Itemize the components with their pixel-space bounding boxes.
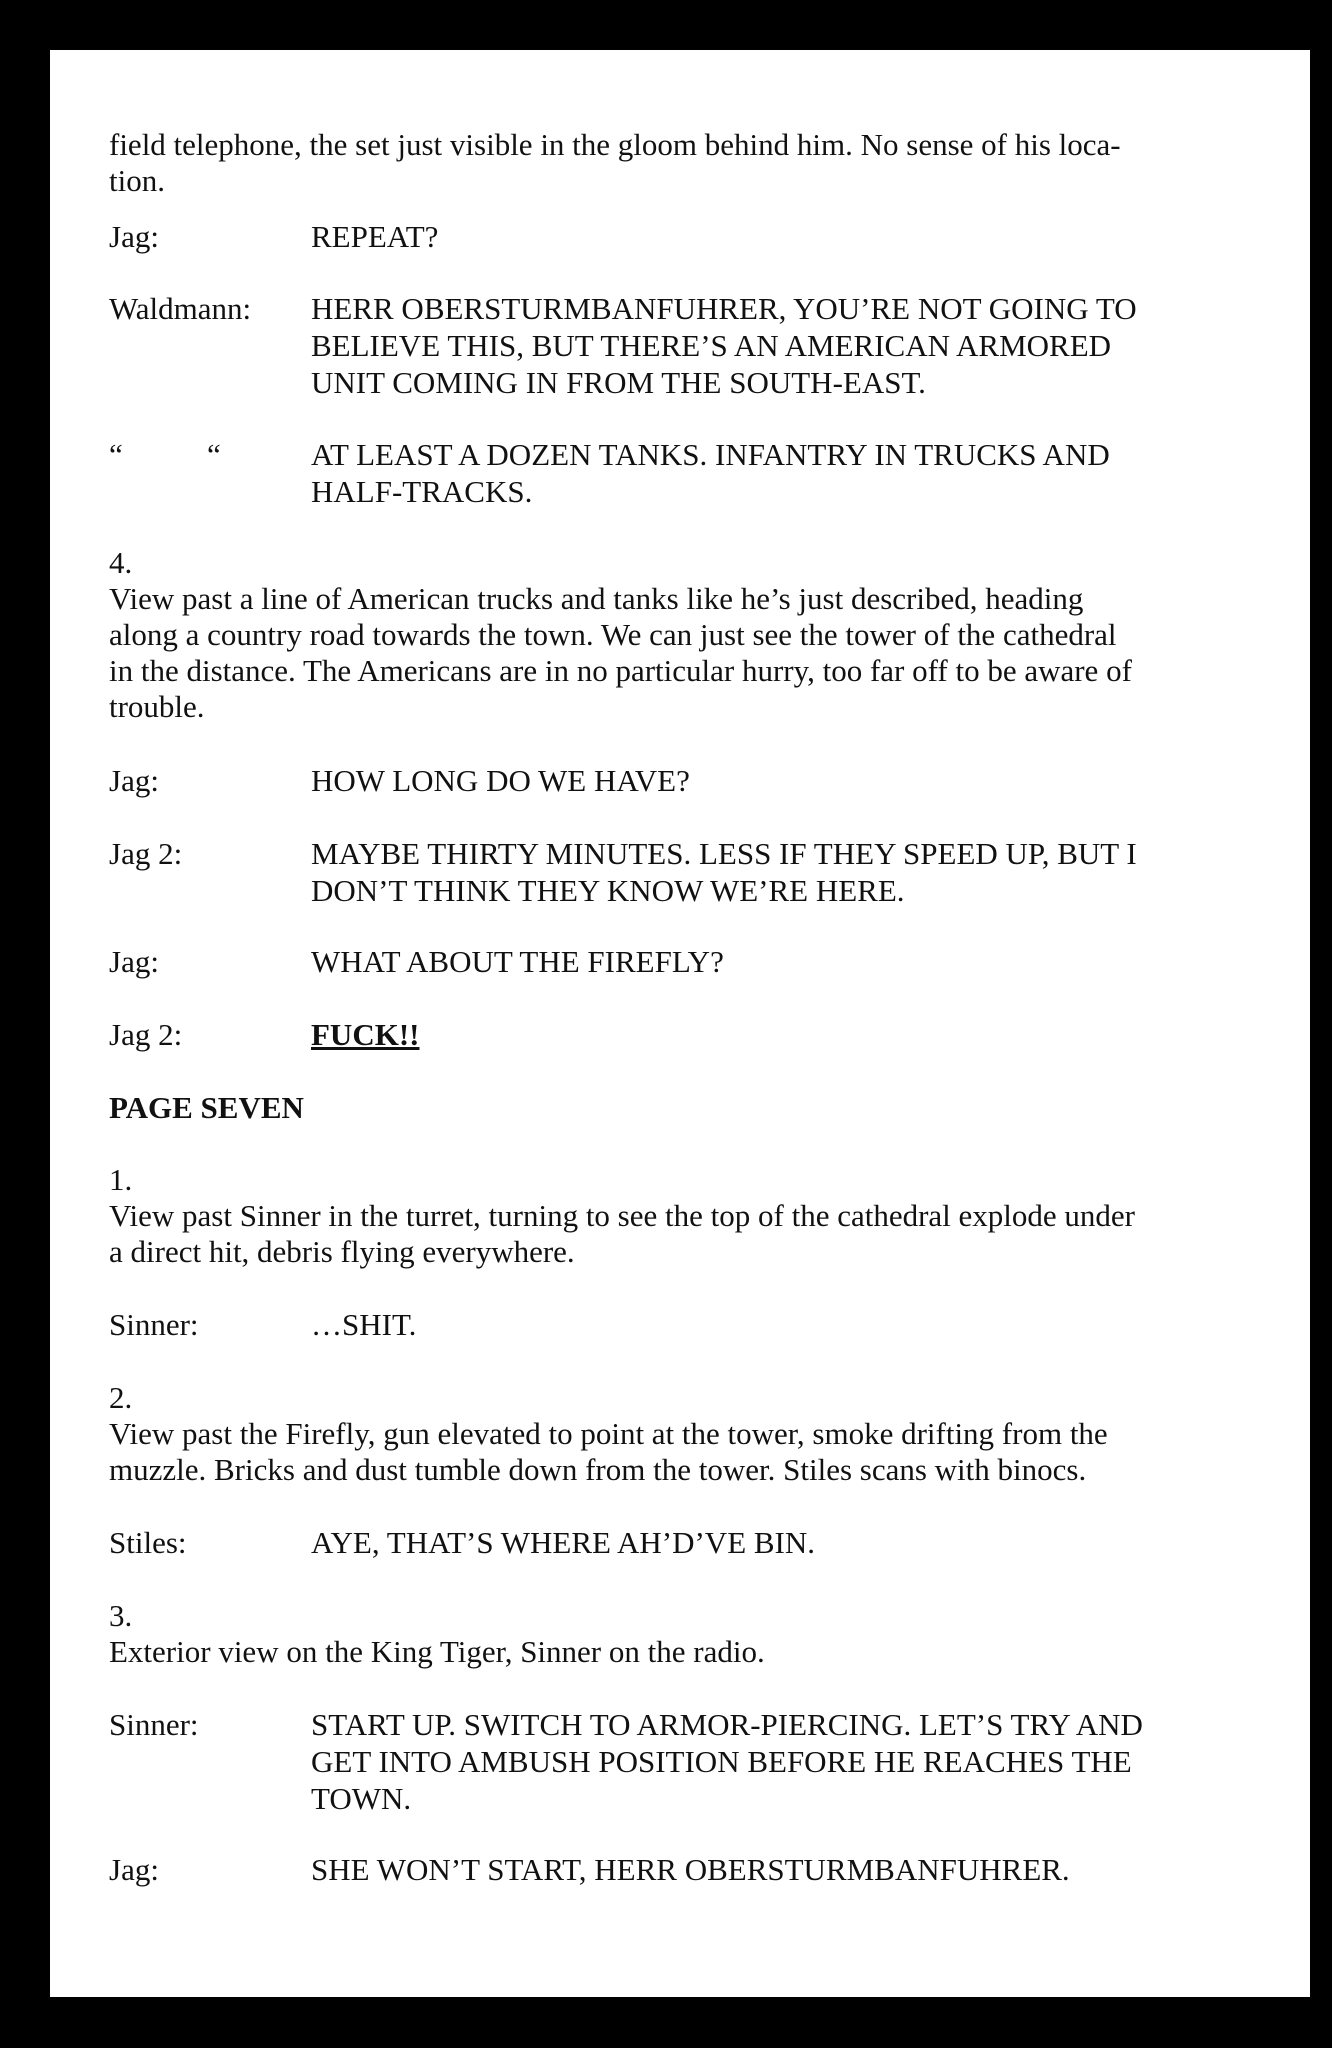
speaker-label: Jag:: [109, 1852, 159, 1887]
dialogue-text: [311, 835, 1251, 909]
dialogue-line: UNIT COMING IN FROM THE SOUTH-EAST.: [311, 365, 926, 400]
dialogue-line: HALF-TRACKS.: [311, 474, 533, 509]
ditto-mark: “: [109, 437, 123, 472]
speaker-label: Jag 2:: [109, 836, 183, 871]
dialogue-text: [311, 943, 1251, 980]
dialogue-text: [311, 290, 1251, 401]
dialogue-line: BELIEVE THIS, BUT THERE’S AN AMERICAN ARMORED: [311, 328, 1112, 363]
dialogue-line: DON’T THINK THEY KNOW WE’RE HERE.: [311, 873, 905, 908]
dialogue-line: TOWN.: [311, 1781, 412, 1816]
script-page: [50, 50, 1310, 1997]
dialogue-line: AT LEAST A DOZEN TANKS. INFANTRY IN TRUCKS AND: [311, 437, 1110, 472]
dialogue-text: [311, 1306, 1251, 1343]
dialogue-text: [311, 1851, 1251, 1888]
dialogue-text: [311, 1524, 1251, 1561]
dialogue-line: HOW LONG DO WE HAVE?: [311, 763, 690, 798]
panel-number: 1.: [109, 1162, 133, 1197]
panel-number: 3.: [109, 1598, 133, 1633]
dialogue-line: AYE, THAT’S WHERE AH’D’VE BIN.: [311, 1525, 816, 1560]
dialogue-text: [311, 762, 1251, 799]
dialogue-line: GET INTO AMBUSH POSITION BEFORE HE REACHES THE: [311, 1744, 1132, 1779]
speaker-label: Stiles:: [109, 1525, 187, 1560]
dialogue-text: [311, 1706, 1251, 1817]
description-line: View past Sinner in the turret, turning to see the top of the cathedral explode under: [109, 1198, 1135, 1233]
dialogue-line: HERR OBERSTURMBANFUHRER, YOU’RE NOT GOING TO: [311, 291, 1137, 326]
dialogue-text: [311, 218, 1251, 255]
speaker-label: Sinner:: [109, 1707, 199, 1742]
description-line: View past a line of American trucks and tanks like he’s just described, heading: [109, 581, 1084, 616]
description-line: along a country road towards the town. We can just see the tower of the cathedral: [109, 617, 1117, 652]
speaker-label: Sinner:: [109, 1307, 199, 1342]
description-line: field telephone, the set just visible in the gloom behind him. No sense of his loca-: [109, 127, 1121, 162]
speaker-label: Jag 2:: [109, 1017, 183, 1052]
dialogue-line: …SHIT.: [311, 1307, 417, 1342]
description-line: in the distance. The Americans are in no particular hurry, too far off to be aware of: [109, 653, 1132, 688]
dialogue-text: [311, 1016, 1251, 1053]
dialogue-line: SHE WON’T START, HERR OBERSTURMBANFUHRER.: [311, 1852, 1070, 1887]
panel-number: 2.: [109, 1380, 133, 1415]
description-line: Exterior view on the King Tiger, Sinner on the radio.: [109, 1634, 765, 1669]
description-line: a direct hit, debris flying everywhere.: [109, 1234, 575, 1269]
description-line: trouble.: [109, 689, 205, 724]
dialogue-line: REPEAT?: [311, 219, 439, 254]
dialogue-line: FUCK!!: [311, 1017, 420, 1052]
dialogue-line: MAYBE THIRTY MINUTES. LESS IF THEY SPEED UP, BUT I: [311, 836, 1137, 871]
dialogue-line: START UP. SWITCH TO ARMOR-PIERCING. LET’S TRY AND: [311, 1707, 1143, 1742]
dialogue-text: [311, 436, 1251, 510]
page-heading: PAGE SEVEN: [109, 1090, 304, 1125]
dialogue-line: WHAT ABOUT THE FIREFLY?: [311, 944, 724, 979]
description-line: View past the Firefly, gun elevated to point at the tower, smoke drifting from the: [109, 1416, 1108, 1451]
ditto-mark: “: [207, 437, 221, 472]
speaker-label: Jag:: [109, 944, 159, 979]
description-line: muzzle. Bricks and dust tumble down from the tower. Stiles scans with binocs.: [109, 1452, 1087, 1487]
speaker-label: Jag:: [109, 219, 159, 254]
speaker-label: Waldmann:: [109, 291, 252, 326]
panel-number: 4.: [109, 545, 133, 580]
description-line: tion.: [109, 163, 165, 198]
speaker-label: Jag:: [109, 763, 159, 798]
